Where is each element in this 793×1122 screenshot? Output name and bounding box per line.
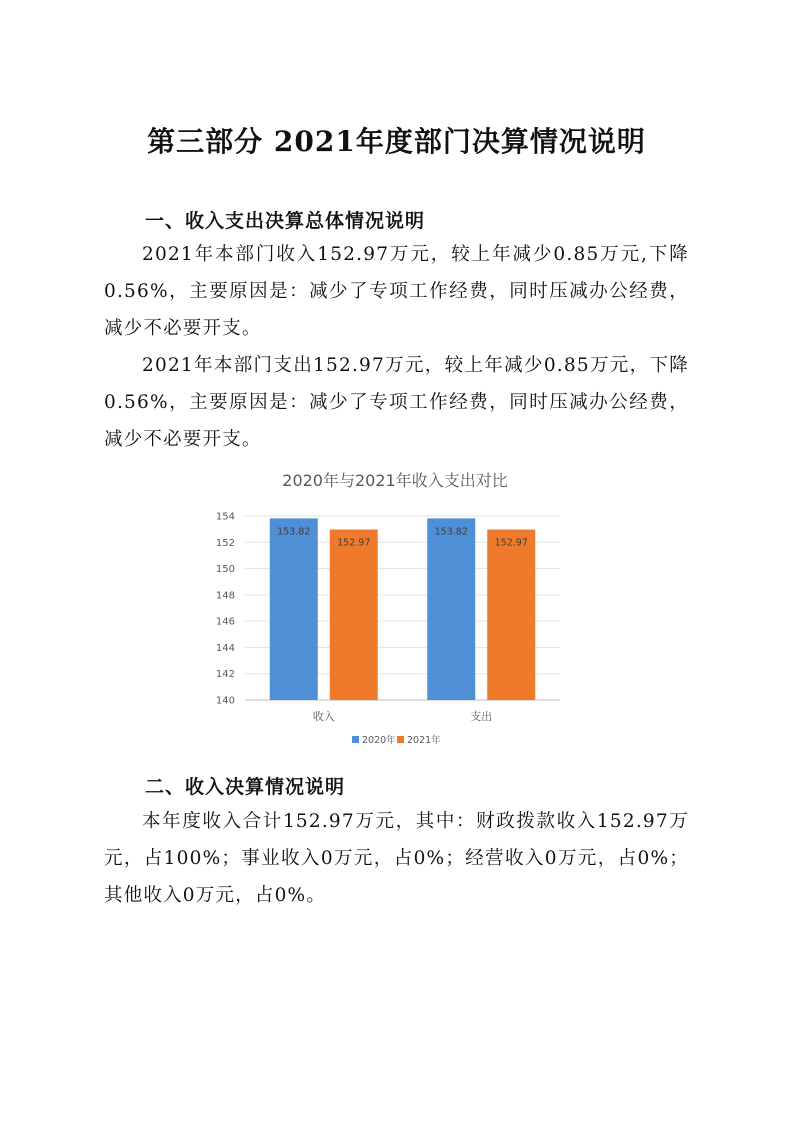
legend-swatch xyxy=(397,736,404,743)
bar-data-label: 153.82 xyxy=(277,526,311,538)
x-category-label: 收入 xyxy=(312,710,335,723)
comparison-chart xyxy=(205,462,585,762)
bar-data-label: 152.97 xyxy=(494,537,528,549)
bar-data-label: 152.97 xyxy=(337,537,371,549)
y-tick-label: 150 xyxy=(215,564,235,576)
page-title: 第三部分 2021年度部门决算情况说明 xyxy=(147,125,646,158)
legend-swatch xyxy=(352,736,359,743)
chart-title: 2020年与2021年收入支出对比 xyxy=(282,471,508,490)
section-heading-income: 二、收入决算情况说明 xyxy=(145,776,346,798)
bar xyxy=(427,518,475,700)
y-tick-label: 154 xyxy=(215,511,235,523)
section-heading-income-expense: 一、收入支出决算总体情况说明 xyxy=(145,210,426,232)
x-category-label: 支出 xyxy=(470,710,493,723)
y-tick-label: 140 xyxy=(215,695,235,707)
bar xyxy=(270,518,318,700)
legend-label: 2021年 xyxy=(407,735,441,746)
bar-data-label: 153.82 xyxy=(434,526,468,538)
chart-canvas xyxy=(205,462,585,762)
paragraph-income-summary: 2021年本部门收入152.97万元，较上年减少0.85万元,下降0.56%，主要原因是：减少了专项工作经费，同时压减办公经费，减少不必要开支。 xyxy=(104,244,689,339)
paragraph-expense-summary: 2021年本部门支出152.97万元，较上年减少0.85万元，下降0.56%，主要原因是：减少了专项工作经费，同时压减办公经费，减少不必要开支。 xyxy=(104,355,689,450)
bar xyxy=(487,530,535,700)
paragraph-income-detail: 本年度收入合计152.97万元，其中：财政拨款收入152.97万元，占100%；事业收入0万元，占0%；经营收入0万元，占0%；其他收入0万元，占0%。 xyxy=(104,811,689,906)
y-tick-label: 144 xyxy=(215,642,235,654)
y-tick-label: 152 xyxy=(215,537,235,549)
legend-label: 2020年 xyxy=(362,735,396,746)
bar xyxy=(330,530,378,700)
y-tick-label: 146 xyxy=(215,616,235,628)
y-tick-label: 148 xyxy=(215,590,235,602)
y-tick-label: 142 xyxy=(215,669,235,681)
